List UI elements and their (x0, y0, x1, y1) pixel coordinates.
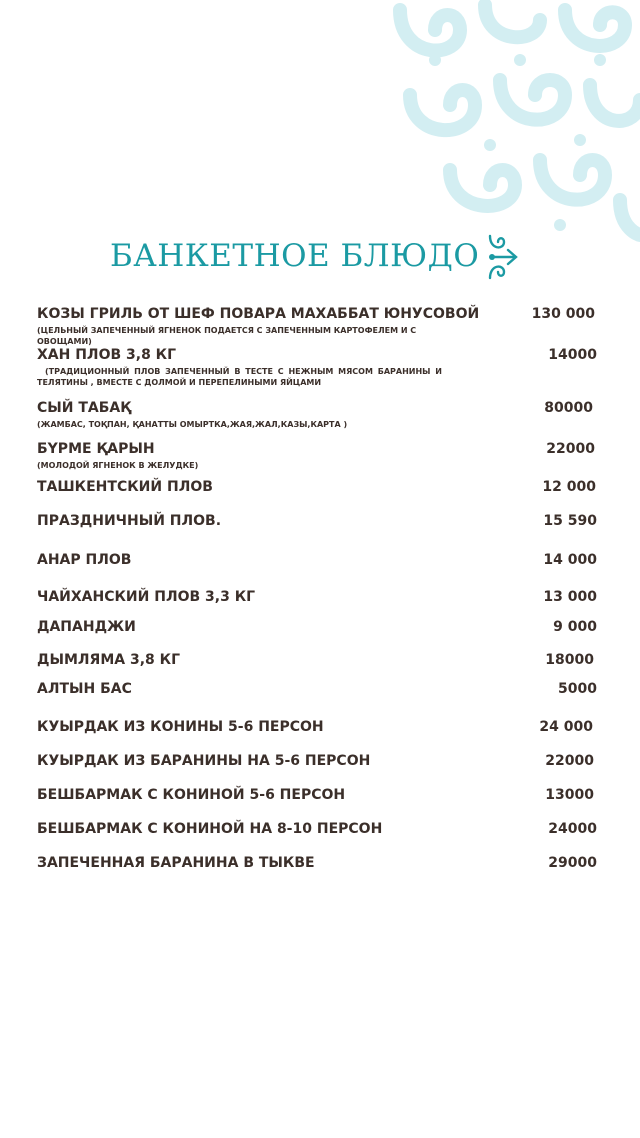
menu-item (37, 513, 597, 529)
item-price: 29000 (548, 855, 597, 871)
item-name: КУЫРДАК ИЗ БАРАНИНЫ НА 5-6 ПЕРСОН (37, 753, 371, 769)
item-name: ТАШКЕНТСКИЙ ПЛОВ (37, 479, 213, 495)
item-name: ХАН ПЛОВ 3,8 КГ (37, 347, 177, 363)
item-price: 18000 (545, 652, 594, 668)
item-price: 22000 (545, 753, 594, 769)
section-header (0, 232, 640, 284)
item-name: ЗАПЕЧЕННАЯ БАРАНИНА В ТЫКВЕ (37, 855, 315, 871)
item-price: 24 000 (539, 719, 593, 735)
item-price: 80000 (544, 400, 593, 416)
item-price: 13 000 (543, 589, 597, 605)
item-description: (МОЛОДОЙ ЯГНЕНОК В ЖЕЛУДКЕ) (37, 461, 199, 470)
item-price: 5000 (558, 681, 597, 697)
section-title: БАНКЕТНОЕ БЛЮДО (110, 238, 480, 274)
menu-item (37, 479, 597, 495)
menu-item (37, 821, 597, 837)
item-name: КОЗЫ ГРИЛЬ ОТ ШЕФ ПОВАРА МАХАББАТ ЮНУСОВОЙ (37, 306, 480, 322)
menu-item (37, 619, 597, 635)
menu-item (37, 652, 597, 668)
item-price: 13000 (545, 787, 594, 803)
menu-item (37, 441, 597, 471)
item-price: 14000 (548, 347, 597, 363)
item-price: 9 000 (553, 619, 597, 635)
item-description: (ТРАДИЦИОННЫЙ ПЛОВ ЗАПЕЧЕННЫЙ В ТЕСТЕ С НЕЖНЫМ МЯСОМ БАРАНИНЫ И ТЕЛЯТИНЫ , ВМЕСТЕ С ДОЛМОЙ И ПЕРЕПЕЛИНЫМИ ЯЙЦАМИ (37, 367, 442, 387)
kazakh-ornament-icon (390, 0, 640, 245)
item-description: (ЦЕЛЬНЫЙ ЗАПЕЧЕННЫЙ ЯГНЕНОК ПОДАЕТСЯ С ЗАПЕЧЕННЫМ КАРТОФЕЛЕМ И С ОВОЩАМИ) (37, 326, 417, 346)
item-price: 12 000 (542, 479, 596, 495)
item-name: ДЫМЛЯМА 3,8 КГ (37, 652, 180, 668)
menu-item (37, 787, 597, 803)
item-name: АЛТЫН БАС (37, 681, 132, 697)
menu-item (37, 400, 597, 430)
menu-item (37, 719, 597, 735)
menu-item (37, 681, 597, 697)
item-name: СЫЙ ТАБАҚ (37, 400, 132, 416)
item-name: АНАР ПЛОВ (37, 552, 132, 568)
menu-item (37, 753, 597, 769)
item-name: БҮРМЕ ҚАРЫН (37, 441, 155, 457)
item-description: (ЖАМБАС, ТОҚПАН, ҚАНАТТЫ ОМЫРТКА,ЖАЯ,ЖАЛ,КАЗЫ,КАРТА ) (37, 420, 348, 429)
ornament-mark-icon (486, 232, 520, 282)
item-price: 15 590 (543, 513, 597, 529)
item-price: 24000 (548, 821, 597, 837)
item-name: ДАПАНДЖИ (37, 619, 136, 635)
item-name: БЕШБАРМАК С КОНИНОЙ НА 8-10 ПЕРСОН (37, 821, 383, 837)
item-name: БЕШБАРМАК С КОНИНОЙ 5-6 ПЕРСОН (37, 787, 346, 803)
item-price: 14 000 (543, 552, 597, 568)
item-price: 22000 (546, 441, 595, 457)
menu-item (37, 855, 597, 871)
menu-item (37, 347, 597, 388)
menu-item (37, 552, 597, 568)
item-name: КУЫРДАК ИЗ КОНИНЫ 5-6 ПЕРСОН (37, 719, 324, 735)
menu-item (37, 306, 597, 347)
item-price: 130 000 (531, 306, 595, 322)
menu-item (37, 589, 597, 605)
item-name: ЧАЙХАНСКИЙ ПЛОВ 3,3 КГ (37, 589, 256, 605)
item-name: ПРАЗДНИЧНЫЙ ПЛОВ. (37, 513, 222, 529)
